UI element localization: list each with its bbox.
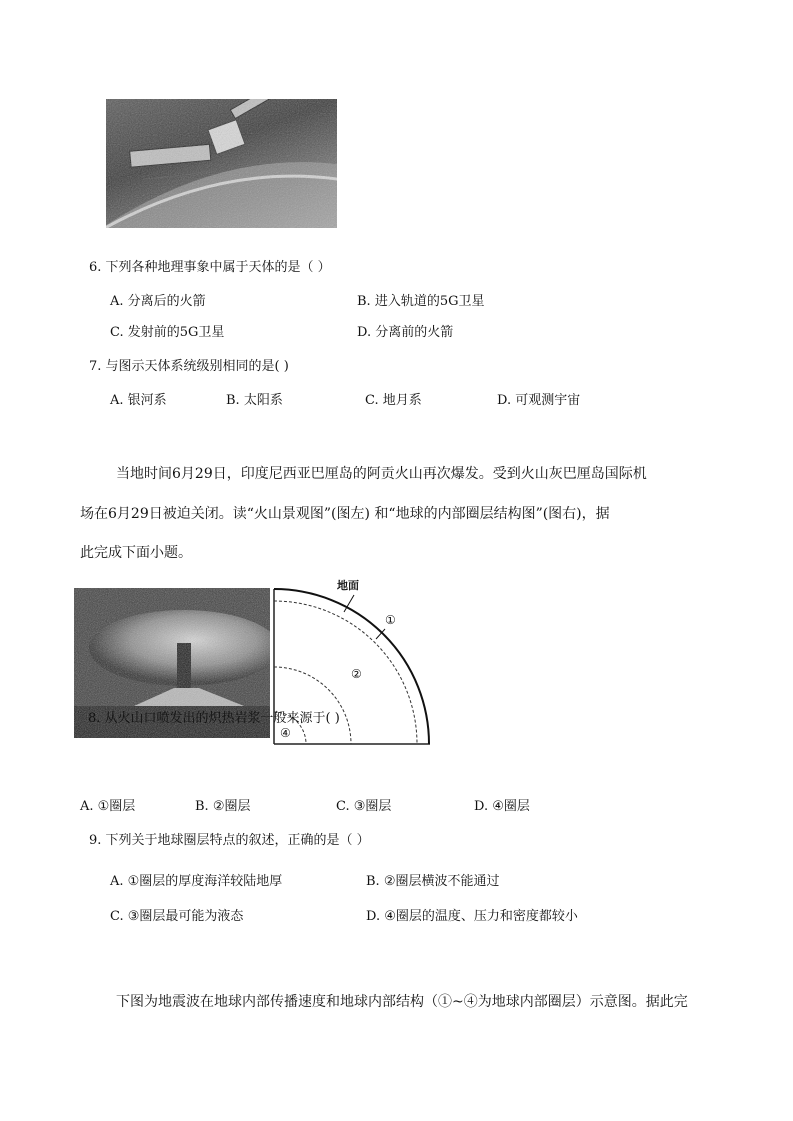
layer-1-label: ①	[385, 613, 396, 627]
question-7-stem: 7. 与图示天体系统级别相同的是( )	[89, 359, 289, 374]
question-7-option-b: B. 太阳系	[226, 393, 283, 408]
passage-1-line-1: 当地时间6月29日，印度尼西亚巴厘岛的阿贡火山再次爆发。受到火山灰巴厘岛国际机	[116, 466, 647, 482]
passage-1-line-3: 此完成下面小题。	[80, 545, 192, 561]
question-8-option-d: D. ④圈层	[474, 799, 530, 814]
question-9-option-c: C. ③圈层最可能为液态	[110, 909, 244, 924]
question-9-option-b: B. ②圈层横波不能通过	[366, 874, 500, 889]
question-6-option-b: B. 进入轨道的5G卫星	[357, 294, 485, 309]
question-7-option-c: C. 地月系	[365, 393, 422, 408]
question-8-option-a: A. ①圈层	[80, 799, 136, 814]
question-9-option-a: A. ①圈层的厚度海洋较陆地厚	[110, 874, 283, 889]
question-6-option-c: C. 发射前的5G卫星	[110, 325, 225, 340]
passage-2-line: 下图为地震波在地球内部传播速度和地球内部结构（①~④为地球内部圈层）示意图。据此完	[116, 994, 688, 1010]
question-6-stem: 6. 下列各种地理事象中属于天体的是（ ）	[89, 260, 331, 275]
question-7-option-a: A. 银河系	[110, 393, 167, 408]
layer-4-label: ④	[280, 726, 291, 740]
surface-label: 地面	[337, 579, 359, 592]
question-9-option-d: D. ④圈层的温度、压力和密度都较小	[366, 909, 578, 924]
question-8-option-b: B. ②圈层	[195, 799, 251, 814]
question-8-option-c: C. ③圈层	[336, 799, 392, 814]
question-7-option-d: D. 可观测宇宙	[497, 393, 581, 408]
passage-1-line-2: 场在6月29日被迫关闭。读“火山景观图”(图左) 和“地球的内部圈层结构图”(图右)，据	[80, 506, 610, 522]
question-6-option-a: A. 分离后的火箭	[110, 294, 206, 309]
question-6-option-d: D. 分离前的火箭	[357, 325, 454, 340]
satellite-photo	[106, 99, 337, 228]
layer-2-label: ②	[351, 667, 362, 681]
satellite-illustration	[106, 99, 337, 228]
question-9-stem: 9. 下列关于地球圈层特点的叙述，正确的是（ ）	[89, 833, 370, 848]
question-8-stem: 8. 从火山口喷发出的炽热岩浆一般来源于( )	[88, 711, 340, 726]
